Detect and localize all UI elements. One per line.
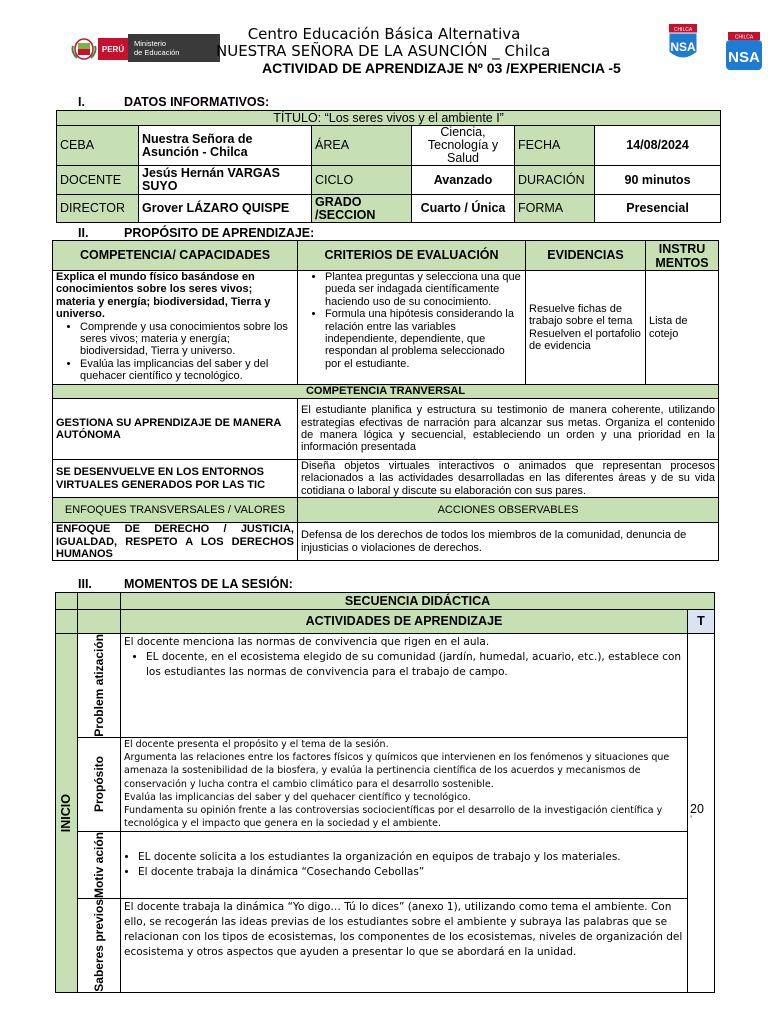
proposito-label-cell [78,737,121,831]
momentos-table [55,592,715,993]
empty-cell [56,593,78,610]
problematizacion-content [121,634,688,738]
saberes-label-cell [78,898,121,992]
svg-text:NSA: NSA [670,40,696,54]
accion-cell: Defensa de los derechos de todos los miembros de la comunidad, denuncia de injusticias o violaciones de derechos. [298,523,719,561]
proposito-header-row [53,241,719,271]
transversal-desc: Diseña objetos virtuales interactivos o animados que representan procesos relacionados a las actividades desarrolladas en las diferentes áreas y de su vida cotidiana o laboral y discute su elaboración con sus pares. [298,460,719,498]
transversal-name: GESTIONA SU APRENDIZAJE DE MANERA AUTÓNOMA [53,399,298,460]
info-row [57,126,721,166]
problematizacion-intro: El docente menciona las normas de convivencia que rigen en el aula. [124,636,490,648]
tiempo-cell [688,634,715,993]
value-grado: Cuarto / Única [412,195,515,223]
transversal-name: SE DESENVUELVE EN LOS ENTORNOS VIRTUALES GENERADOS POR LAS TIC [53,460,298,498]
info-row [57,166,721,195]
empty-cell [78,610,121,634]
list-item: • EL docente, en el ecosistema elegido de su comunidad (jardín, humedal, acuario, etc.), establece con los estudiantes las normas de convivencia para el trabajo de campo. [146,650,684,680]
saberes-label: Saberes previos [91,898,106,992]
empty-cell [78,593,121,610]
school-name: NUESTRA SEÑORA DE LA ASUNCIÓN _ Chilca [216,42,551,60]
instrumentos-cell: Lista de cotejo [646,271,719,385]
value-ciclo: Avanzado [412,166,515,195]
svg-text:CHILCA: CHILCA [734,34,754,41]
value-docente: Jesús Hernán VARGAS SUYO [139,166,312,195]
transversal-desc: El estudiante planifica y estructura su testimonio de manera coherente, utilizando estrategias efectivas de narración para alcanzar sus metas. Organiza el contenido de manera lógica y secuencial, estableciendo un orden y una prioridad en la información presentada [298,399,719,460]
datos-informativos-table [56,110,721,223]
motivacion-row [56,831,715,898]
label-fecha: FECHA [515,126,595,166]
svg-text:CHILCA: CHILCA [673,27,693,33]
acciones-header: ACCIONES OBSERVABLES [298,498,719,523]
saberes-row [56,898,715,992]
list-item: • Formula una hipótesis considerando la relación entre las variables independiente, dependiente, que respondan al problema seleccionado por el estudiante. [325,308,522,370]
actividades-header-row [56,610,715,634]
motivacion-label-cell [78,831,121,898]
ministerio-label: Ministerio de Educación [128,34,220,62]
value-director: Grover LÁZARO QUISPE [139,195,312,223]
header-criterios: CRITERIOS DE EVALUACIÓN [298,241,526,271]
value-fecha: 14/08/2024 [595,126,721,166]
header-instrumentos: INSTRU MENTOS [646,241,719,271]
label-forma: FORMA [515,195,595,223]
motivacion-list [124,850,684,880]
secuencia-header: SECUENCIA DIDÁCTICA [121,593,715,610]
saberes-content: El docente trabaja la dinámica “Yo digo… Tú lo dices” (anexo 1), utilizando como tema el ambiente. Con ello, se recogerán las ideas previas de los estudiantes sobre el ambiente y subraya las palabras que se relacionan con los tipos de ecosistemas, los componentes de los ecosistemas, niveles de organización del ecosistema y otros aspectos que ayuden a presentar lo que se abordará en la unidad. [121,898,688,992]
competencia-row [53,271,719,385]
competencia-main: Explica el mundo físico basándose en conocimientos sobre los seres vivos; materia y energía; biodiversidad, Tierra y universo. [56,271,271,321]
problematizacion-label: Problem atización [91,634,106,737]
proposito-row [56,737,715,831]
value-ceba: Nuestra Señora de Asunción - Chilca [139,126,312,166]
problematizacion-row [56,634,715,738]
label-area: ÁREA [312,126,412,166]
center-name: Centro Educación Básica Alternativa [247,25,521,43]
proposito-line: Fundamenta su opinión frente a las controversias sociocientíficas por el desarrollo de la investigación científica y tecnológica y el impacto que genera en la sociedad y el ambiente. [124,805,663,830]
motivacion-content [121,831,688,898]
titulo-row [57,111,721,126]
titulo-cell: TÍTULO: “Los seres vivos y el ambiente I” [57,111,721,126]
label-duracion: DURACIÓN [515,166,595,195]
list-item: • EL docente solicita a los estudiantes la organización en equipos de trabajo y los materiales. [138,850,684,865]
label-grado: GRADO /SECCION [312,195,412,223]
peru-label: PERÚ [98,38,128,60]
criterios-cell [298,271,526,385]
evidencias-cell: Resuelve fichas de trabajo sobre el tema Resuelven el portafolio de evidencia [526,271,646,385]
list-item: • El docente trabaja la dinámica “Cosechando Cebollas” [138,865,684,880]
label-director: DIRECTOR [57,195,139,223]
transversal-title-row [53,385,719,399]
header-evidencias: EVIDENCIAS [526,241,646,271]
problematizacion-list [124,650,684,680]
header-competencia: COMPETENCIA/ CAPACIDADES [53,241,298,271]
proposito-label: Propósito [91,756,106,813]
secuencia-row [56,593,715,610]
capacidades-list [56,321,294,383]
transversal-row [53,460,719,498]
tiempo-header: T [688,610,715,634]
enfoques-header: ENFOQUES TRANSVERSALES / VALORES [53,498,298,523]
info-row [57,195,721,223]
problematizacion-label-cell [78,634,121,738]
enfoques-header-row [53,498,719,523]
section-3-title: III. MOMENTOS DE LA SESIÓN: [78,577,293,591]
proposito-line: Argumenta las relaciones entre los factores físicos y químicos que intervienen en los fenómenos y situaciones que amenaza la sostenibilidad de la biosfera, y evalúa la pertinencia científica de los acuerdos y mecanismos de conservación y lucha contra el cambio climático para el desarrollo sostenible. [124,752,670,790]
proposito-line: El docente presenta el propósito y el tema de la sesión. [124,738,389,750]
label-docente: DOCENTE [57,166,139,195]
value-forma: Presencial [595,195,721,223]
value-area: Ciencia, Tecnología y Salud [412,126,515,166]
criterios-list [301,271,522,370]
section-2-title: II. PROPÓSITO DE APRENDIZAJE: [78,226,315,240]
svg-text:NSA: NSA [728,49,760,66]
section-1-title: I. DATOS INFORMATIVOS: [78,95,270,109]
proposito-line: Evalúa las implicancias del saber y del quehacer científico y tecnológico. [124,791,471,803]
transversal-title: COMPETENCIA TRANVERSAL [53,385,719,399]
activity-title: ACTIVIDAD DE APRENDIZAJE Nº 03 /EXPERIENCIA -5 [262,60,621,76]
enfoque-cell: ENFOQUE DE DERECHO / JUSTICIA, IGUALDAD, RESPETO A LOS DERECHOS HUMANOS [53,523,298,561]
proposito-table [52,240,719,561]
motivacion-label: Motiv ación [91,831,106,898]
transversal-row [53,399,719,460]
empty-cell [56,610,78,634]
list-item: • Comprende y usa conocimientos sobre los seres vivos; materia y energía; biodiversidad, Tierra y universo. [80,321,294,358]
competencia-cell [53,271,298,385]
proposito-content [121,737,688,831]
list-item: • Plantea preguntas y selecciona una que pueda ser indagada científicamente haciendo uso de su conocimiento. [325,271,522,308]
enfoque-row [53,523,719,561]
label-ceba: CEBA [57,126,139,166]
tiempo-value: 20 [690,801,704,816]
actividades-header: ACTIVIDADES DE APRENDIZAJE [121,610,688,634]
tiempo-mark: ’ [690,813,692,824]
value-duracion: 90 minutos [595,166,721,195]
list-item: • Evalúa las implicancias del saber y del quehacer científico y tecnológico. [80,358,294,383]
inicio-cell [56,634,78,993]
label-ciclo: CICLO [312,166,412,195]
inicio-label: INICIO [59,793,73,832]
